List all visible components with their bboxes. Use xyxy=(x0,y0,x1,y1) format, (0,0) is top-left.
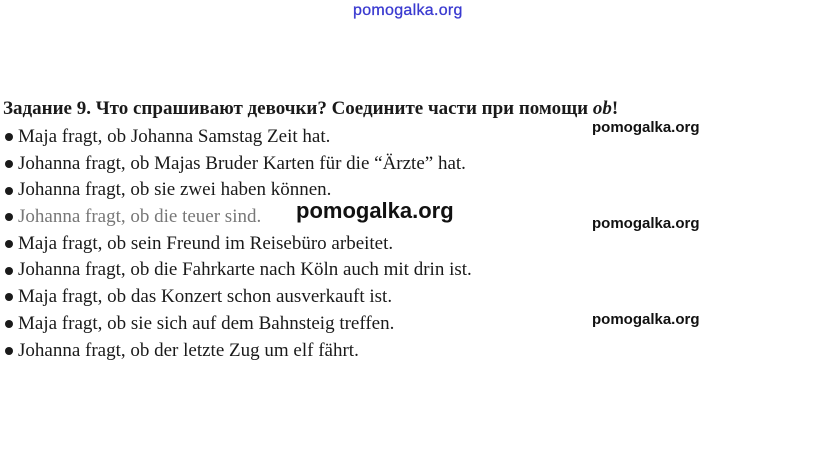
sentence-text: Johanna fragt, ob die teuer sind. xyxy=(18,206,262,228)
sentence-text: Maja fragt, ob sie sich auf dem Bahnsteig treffen. xyxy=(18,312,395,334)
watermark-center: pomogalka.org xyxy=(296,198,454,223)
sentence-text: Maja fragt, ob sein Freund im Reisebüro arbeitet. xyxy=(18,232,394,254)
sentence-text: Maja fragt, ob das Konzert schon ausverkauft ist. xyxy=(18,286,393,308)
watermark-side-1: pomogalka.org xyxy=(592,119,700,136)
list-item xyxy=(3,231,763,258)
watermark-side-3: pomogalka.org xyxy=(592,311,700,328)
list-item xyxy=(3,338,763,365)
sentence-list xyxy=(3,124,763,364)
bullet-icon xyxy=(5,240,13,248)
sentence-text: Johanna fragt, ob die Fahrkarte nach Köln auch mit drin ist. xyxy=(18,259,472,281)
task-title-text: Задание 9. Что спрашивают девочки? Соедините части при помощи xyxy=(3,98,593,119)
bullet-icon xyxy=(5,347,13,355)
bullet-icon xyxy=(5,187,13,195)
sentence-text: Johanna fragt, ob sie zwei haben können. xyxy=(18,179,332,201)
task-title-suffix: ! xyxy=(611,98,619,119)
bullet-icon xyxy=(5,320,13,328)
bullet-icon xyxy=(5,267,13,275)
sentence-text: Johanna fragt, ob der letzte Zug um elf fährt. xyxy=(18,339,359,361)
sentence-text: Johanna fragt, ob Majas Bruder Karten für die “Ärzte” hat. xyxy=(18,152,466,174)
watermark-side-2: pomogalka.org xyxy=(592,215,700,232)
task-title xyxy=(3,98,763,120)
bullet-icon xyxy=(5,160,13,168)
watermark-top: pomogalka.org xyxy=(353,2,463,19)
task-title-keyword: ob xyxy=(592,98,612,119)
bullet-icon xyxy=(5,293,13,301)
sentence-text: Maja fragt, ob Johanna Samstag Zeit hat. xyxy=(18,126,331,147)
bullet-icon xyxy=(5,133,13,141)
list-item xyxy=(3,284,763,311)
list-item xyxy=(3,257,763,284)
bullet-icon xyxy=(5,213,13,221)
list-item xyxy=(3,151,763,178)
